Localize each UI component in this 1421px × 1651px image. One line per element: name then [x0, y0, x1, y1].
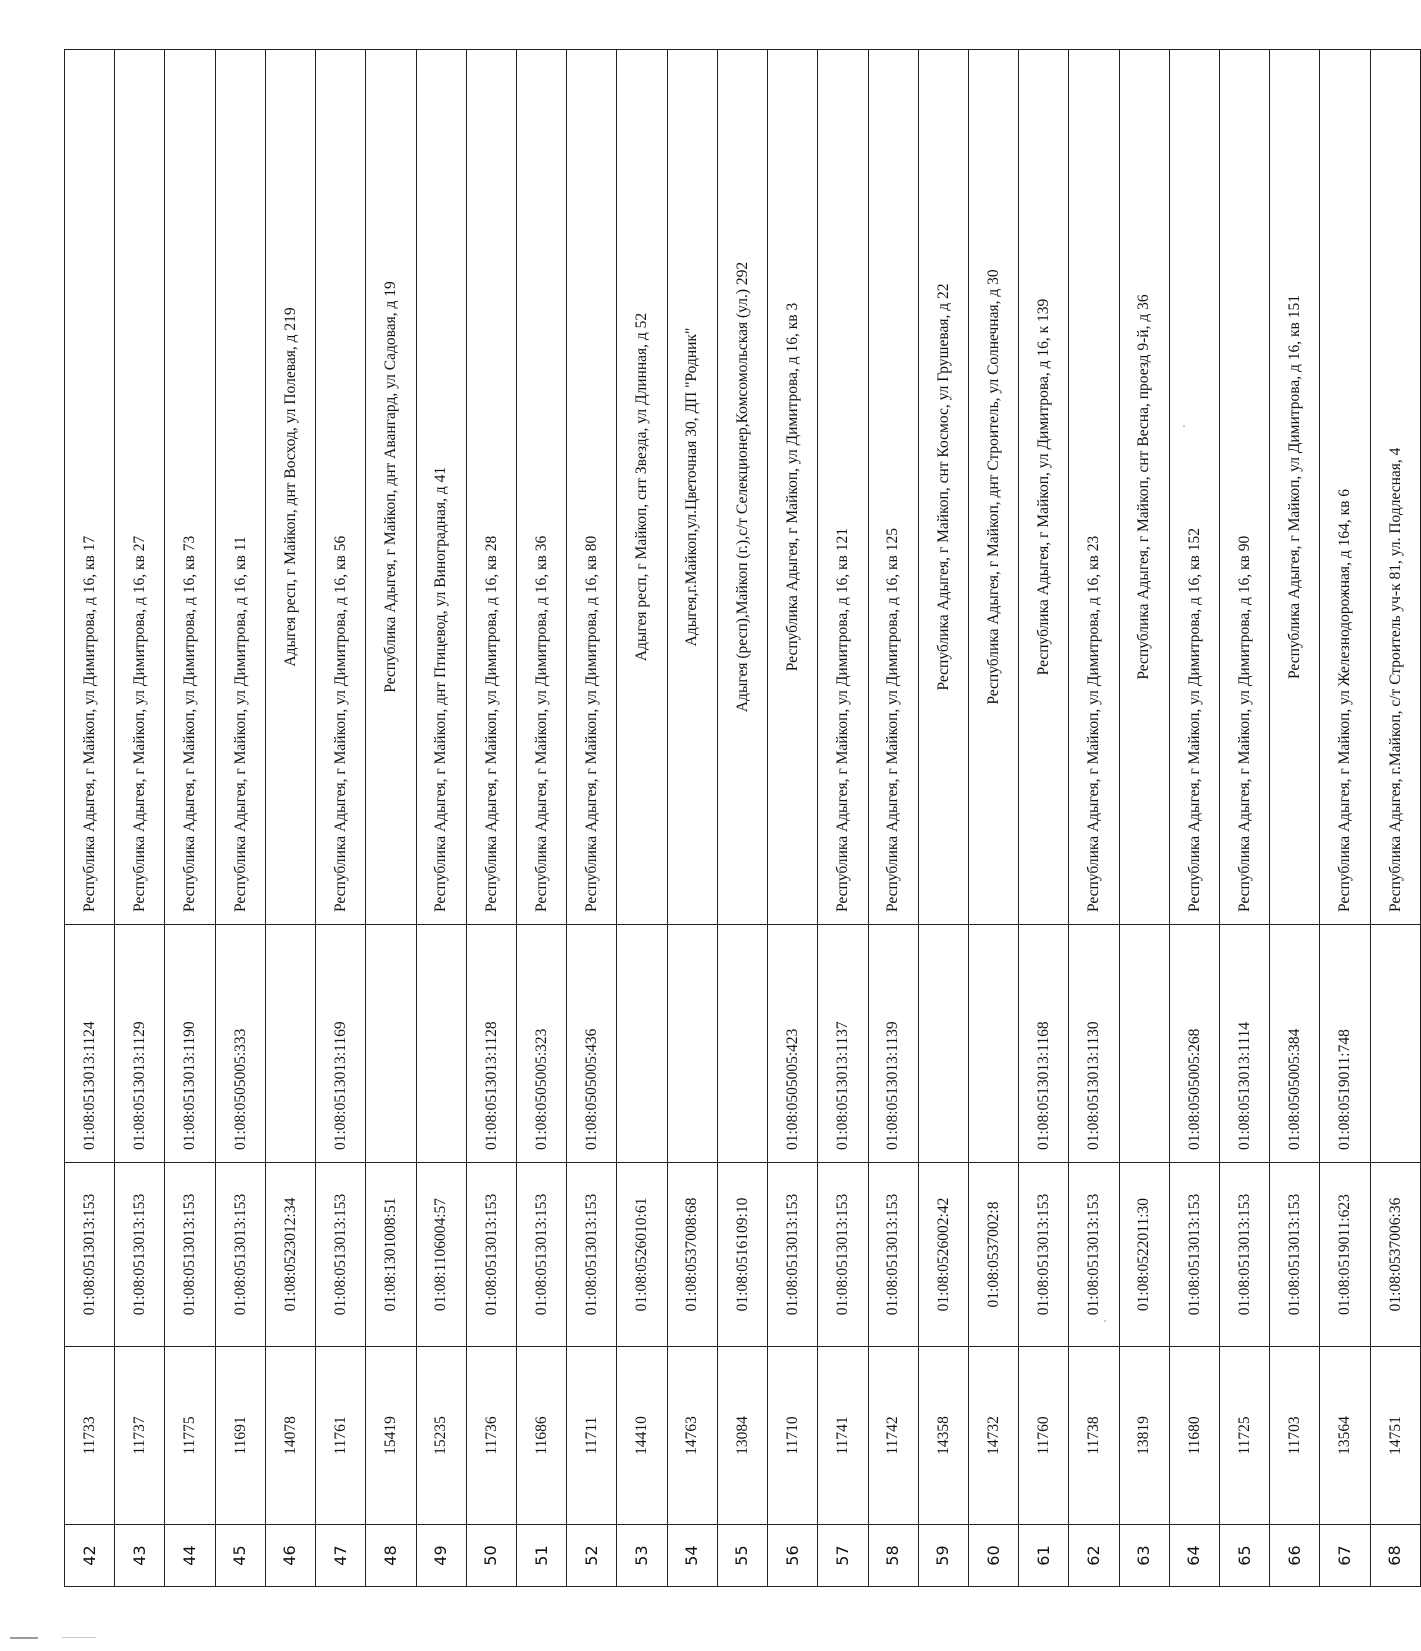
registry-number: 13564	[1320, 1347, 1370, 1525]
cadastral-number: 01:08:0513013:153	[818, 1163, 868, 1347]
cadastral-number: 01:08:0513013:153	[567, 1163, 617, 1347]
row-number: 57	[818, 1525, 868, 1587]
table-row	[115, 50, 165, 1587]
row-number: 63	[1119, 1525, 1169, 1587]
registry-number: 11775	[165, 1347, 215, 1525]
cadastral-number: 01:08:0526010:61	[617, 1163, 667, 1347]
address: Республика Адыгея, г Майкоп, ул Димитрова, д 16, кв 56	[316, 50, 366, 925]
address: Адыгея,г.Майкоп,ул.Цветочная 30, ДП "Родник"	[667, 50, 717, 925]
cadastral-number: 01:08:0513013:153	[65, 1163, 115, 1347]
address: Республика Адыгея, г Майкоп, ул Димитрова, д 16, кв 23	[1069, 50, 1119, 925]
object-cadastral-number: 01:08:0513013:1137	[818, 925, 868, 1163]
row-number: 46	[265, 1525, 315, 1587]
table-row	[215, 50, 265, 1587]
object-cadastral-number: 01:08:0505005:268	[1169, 925, 1219, 1163]
registry-number: 11736	[466, 1347, 516, 1525]
registry-number: 14732	[968, 1347, 1018, 1525]
object-cadastral-number: 01:08:0513013:1130	[1069, 925, 1119, 1163]
table-row	[165, 50, 215, 1587]
object-cadastral-number	[416, 925, 466, 1163]
registry-number: 14358	[918, 1347, 968, 1525]
object-cadastral-number	[1370, 925, 1420, 1163]
address: Республика Адыгея, г Майкоп, снт Космос, ул Грушевая, д 22	[918, 50, 968, 925]
cadastral-number: 01:08:0516109:10	[717, 1163, 767, 1347]
row-number: 56	[768, 1525, 818, 1587]
table-row	[968, 50, 1018, 1587]
address: Адыгея (респ),Майкоп (г.),с/т Селекционер,Комсомольская (ул.) 292	[717, 50, 767, 925]
registry-number: 11742	[868, 1347, 918, 1525]
address: Республика Адыгея, г Майкоп, ул Железнодорожная, д 164, кв 6	[1320, 50, 1370, 925]
object-cadastral-number: 01:08:0513013:1190	[165, 925, 215, 1163]
table-row	[818, 50, 868, 1587]
table-row	[1069, 50, 1119, 1587]
registry-number: 11710	[768, 1347, 818, 1525]
object-cadastral-number	[918, 925, 968, 1163]
address: Республика Адыгея, г Майкоп, ул Димитрова, д 16, к 139	[1019, 50, 1069, 925]
address: Республика Адыгея, г Майкоп, ул Димитрова, д 16, кв 17	[65, 50, 115, 925]
cadastral-number: 01:08:0526002:42	[918, 1163, 968, 1347]
registry-number: 11733	[65, 1347, 115, 1525]
registry-number: 11725	[1220, 1347, 1270, 1525]
row-number: 43	[115, 1525, 165, 1587]
cadastral-number: 01:08:1106004:57	[416, 1163, 466, 1347]
cadastral-number: 01:08:0513013:153	[868, 1163, 918, 1347]
table-row	[768, 50, 818, 1587]
address: Республика Адыгея, г Майкоп, ул Димитрова, д 16, кв 121	[818, 50, 868, 925]
registry-number: 11686	[516, 1347, 566, 1525]
address: Республика Адыгея, г Майкоп, ул Димитрова, д 16, кв 73	[165, 50, 215, 925]
address: Республика Адыгея, г Майкоп, ул Димитрова, д 16, кв 152	[1169, 50, 1219, 925]
row-number: 49	[416, 1525, 466, 1587]
address: Республика Адыгея, г Майкоп, ул Димитрова, д 16, кв 151	[1270, 50, 1320, 925]
row-number: 55	[717, 1525, 767, 1587]
row-number: 58	[868, 1525, 918, 1587]
row-number: 50	[466, 1525, 516, 1587]
registry-number: 14751	[1370, 1347, 1420, 1525]
table-row	[717, 50, 767, 1587]
row-number: 53	[617, 1525, 667, 1587]
cadastral-number: 01:08:1301008:51	[366, 1163, 416, 1347]
table-row	[366, 50, 416, 1587]
table-row	[868, 50, 918, 1587]
row-number: 66	[1270, 1525, 1320, 1587]
cadastral-number: 01:08:0513013:153	[1220, 1163, 1270, 1347]
cadastral-number: 01:08:0513013:153	[115, 1163, 165, 1347]
row-number: 62	[1069, 1525, 1119, 1587]
rotated-table-wrapper	[64, 50, 1421, 1587]
object-cadastral-number: 01:08:0513013:1139	[868, 925, 918, 1163]
object-cadastral-number: 01:08:0505005:423	[768, 925, 818, 1163]
row-number: 64	[1169, 1525, 1219, 1587]
registry-number: 11711	[567, 1347, 617, 1525]
table-row	[466, 50, 516, 1587]
address: Республика Адыгея, г Майкоп, днт Птицевод, ул Виноградная, д 41	[416, 50, 466, 925]
address: Республика Адыгея, г Майкоп, днт Авангард, ул Садовая, д 19	[366, 50, 416, 925]
address: Республика Адыгея, г Майкоп, ул Димитрова, д 16, кв 125	[868, 50, 918, 925]
object-cadastral-number: 01:08:0513013:1169	[316, 925, 366, 1163]
object-cadastral-number: 01:08:0513013:1114	[1220, 925, 1270, 1163]
cadastral-number: 01:08:0537002:8	[968, 1163, 1018, 1347]
object-cadastral-number	[968, 925, 1018, 1163]
object-cadastral-number: 01:08:0519011:748	[1320, 925, 1370, 1163]
registry-number: 11691	[215, 1347, 265, 1525]
table-row	[1169, 50, 1219, 1587]
object-cadastral-number: 01:08:0513013:1128	[466, 925, 516, 1163]
row-number: 61	[1019, 1525, 1069, 1587]
cadastral-number: 01:08:0522011:30	[1119, 1163, 1169, 1347]
registry-number: 13819	[1119, 1347, 1169, 1525]
table-row	[567, 50, 617, 1587]
row-number: 65	[1220, 1525, 1270, 1587]
row-number: 47	[316, 1525, 366, 1587]
address: Республика Адыгея, г Майкоп, ул Димитрова, д 16, кв 11	[215, 50, 265, 925]
registry-number: 13084	[717, 1347, 767, 1525]
cadastral-number: 01:08:0537006:36	[1370, 1163, 1420, 1347]
object-cadastral-number	[366, 925, 416, 1163]
address: Республика Адыгея, г Майкоп, днт Строитель, ул Солнечная, д 30	[968, 50, 1018, 925]
table-row	[1019, 50, 1069, 1587]
cadastral-number: 01:08:0513013:153	[316, 1163, 366, 1347]
object-cadastral-number	[617, 925, 667, 1163]
cadastral-number: 01:08:0513013:153	[1169, 1163, 1219, 1347]
address: Республика Адыгея, г Майкоп, ул Димитрова, д 16, кв 3	[768, 50, 818, 925]
row-number: 48	[366, 1525, 416, 1587]
row-number: 68	[1370, 1525, 1420, 1587]
cadastral-number: 01:08:0523012:34	[265, 1163, 315, 1347]
object-cadastral-number: 01:08:0505005:333	[215, 925, 265, 1163]
table-row	[1119, 50, 1169, 1587]
registry-number: 15235	[416, 1347, 466, 1525]
object-cadastral-number	[717, 925, 767, 1163]
registry-number: 11703	[1270, 1347, 1320, 1525]
table-row	[265, 50, 315, 1587]
object-cadastral-number	[265, 925, 315, 1163]
object-cadastral-number: 01:08:0513013:1129	[115, 925, 165, 1163]
address: Республика Адыгея, г Майкоп, ул Димитрова, д 16, кв 90	[1220, 50, 1270, 925]
row-number: 54	[667, 1525, 717, 1587]
cadastral-number: 01:08:0519011:623	[1320, 1163, 1370, 1347]
object-cadastral-number: 01:08:0513013:1168	[1019, 925, 1069, 1163]
row-number: 60	[968, 1525, 1018, 1587]
row-number: 59	[918, 1525, 968, 1587]
table-row	[416, 50, 466, 1587]
object-cadastral-number: 01:08:0513013:1124	[65, 925, 115, 1163]
registry-number: 11680	[1169, 1347, 1219, 1525]
row-number: 51	[516, 1525, 566, 1587]
object-cadastral-number: 01:08:0505005:436	[567, 925, 617, 1163]
registry-number: 11741	[818, 1347, 868, 1525]
address: Республика Адыгея, г Майкоп, ул Димитрова, д 16, кв 27	[115, 50, 165, 925]
table-row	[316, 50, 366, 1587]
address: Республика Адыгея, г Майкоп, ул Димитрова, д 16, кв 36	[516, 50, 566, 925]
row-number: 45	[215, 1525, 265, 1587]
scan-edge-mark	[10, 1637, 38, 1639]
object-cadastral-number: 01:08:0505005:323	[516, 925, 566, 1163]
registry-number: 15419	[366, 1347, 416, 1525]
table-row	[65, 50, 115, 1587]
address: Адыгея респ, г Майкоп, днт Восход, ул Полевая, д 219	[265, 50, 315, 925]
cadastral-number: 01:08:0513013:153	[466, 1163, 516, 1347]
row-number: 52	[567, 1525, 617, 1587]
object-cadastral-number: 01:08:0505005:384	[1270, 925, 1320, 1163]
table-row	[1220, 50, 1270, 1587]
table-row	[1320, 50, 1370, 1587]
cadastral-number: 01:08:0513013:153	[1019, 1163, 1069, 1347]
scan-speck	[1104, 1320, 1106, 1322]
table-row	[667, 50, 717, 1587]
table-row	[1270, 50, 1320, 1587]
registry-number: 14763	[667, 1347, 717, 1525]
registry-number: 11737	[115, 1347, 165, 1525]
property-table	[64, 49, 1421, 1587]
registry-number: 11761	[316, 1347, 366, 1525]
object-cadastral-number	[667, 925, 717, 1163]
address: Республика Адыгея, г Майкоп, ул Димитрова, д 16, кв 28	[466, 50, 516, 925]
registry-number: 14078	[265, 1347, 315, 1525]
registry-number: 11738	[1069, 1347, 1119, 1525]
cadastral-number: 01:08:0513013:153	[768, 1163, 818, 1347]
address: Республика Адыгея, г.Майкоп, с/т Строитель уч-к 81, ул. Подлесная, 4	[1370, 50, 1420, 925]
cadastral-number: 01:08:0513013:153	[165, 1163, 215, 1347]
table-row	[1370, 50, 1420, 1587]
address: Адыгея респ, г Майкоп, снт Звезда, ул Длинная, д 52	[617, 50, 667, 925]
registry-number: 11760	[1019, 1347, 1069, 1525]
row-number: 44	[165, 1525, 215, 1587]
cadastral-number: 01:08:0513013:153	[215, 1163, 265, 1347]
registry-number: 14410	[617, 1347, 667, 1525]
table-row	[918, 50, 968, 1587]
cadastral-number: 01:08:0513013:153	[1270, 1163, 1320, 1347]
address: Республика Адыгея, г Майкоп, снт Весна, проезд 9-й, д 36	[1119, 50, 1169, 925]
row-number: 42	[65, 1525, 115, 1587]
table-body	[65, 50, 1421, 1587]
cadastral-number: 01:08:0537008:68	[667, 1163, 717, 1347]
address: Республика Адыгея, г Майкоп, ул Димитрова, д 16, кв 80	[567, 50, 617, 925]
row-number: 67	[1320, 1525, 1370, 1587]
table-row	[617, 50, 667, 1587]
scan-edge-mark	[62, 1637, 96, 1638]
cadastral-number: 01:08:0513013:153	[1069, 1163, 1119, 1347]
table-row	[516, 50, 566, 1587]
object-cadastral-number	[1119, 925, 1169, 1163]
scan-speck	[1183, 425, 1185, 427]
cadastral-number: 01:08:0513013:153	[516, 1163, 566, 1347]
